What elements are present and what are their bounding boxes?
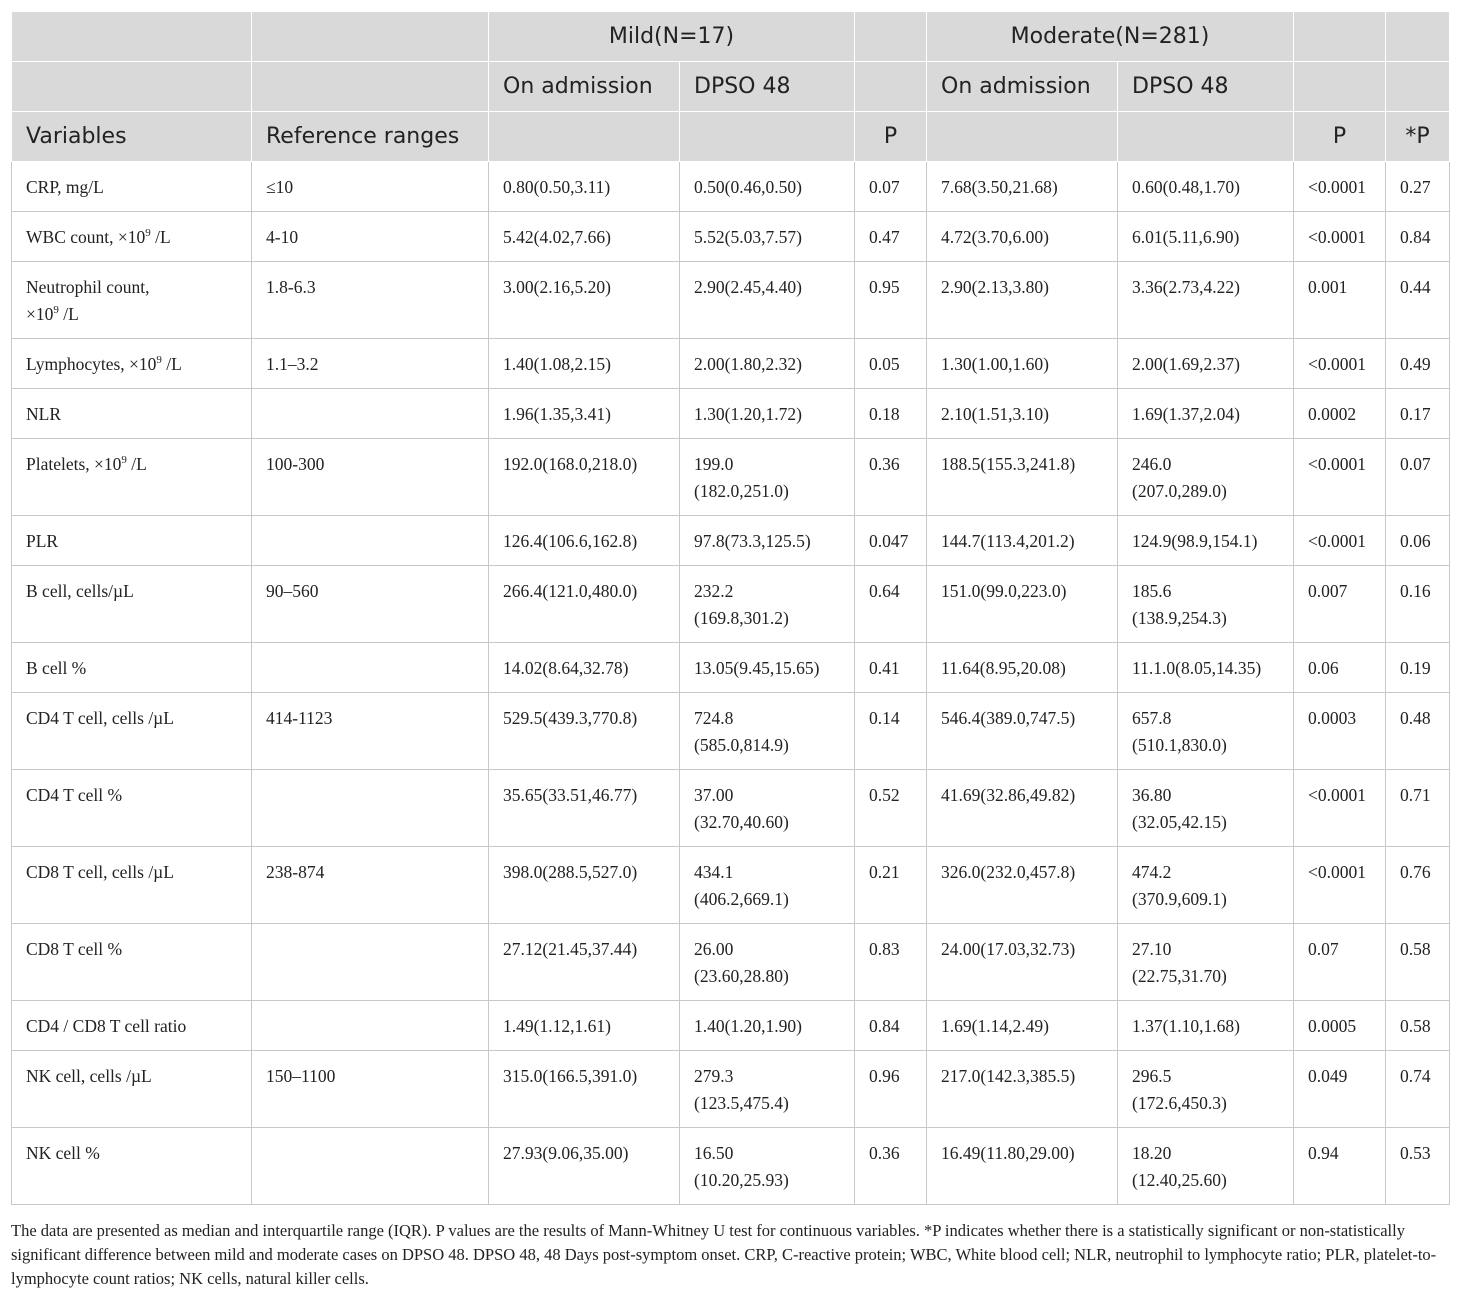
cell-mild-on-admission: 5.42(4.02,7.66): [489, 212, 680, 262]
header-mild-on-admission: On admission: [489, 62, 680, 112]
cell-moderate-on-admission: 144.7(113.4,201.2): [927, 516, 1118, 566]
cell-p-mild: 0.41: [855, 643, 927, 693]
cell-mild-dpso48: [680, 1051, 855, 1128]
cell-p-moderate: <0.0001: [1294, 339, 1386, 389]
cell-variable: [12, 566, 252, 643]
cell-variable: [12, 1051, 252, 1128]
cell-mild-on-admission: 266.4(121.0,480.0): [489, 566, 680, 643]
table-row: [12, 847, 1450, 924]
value-line: 185.6: [1132, 581, 1172, 601]
cell-variable: [12, 1128, 252, 1205]
cell-p-mild: 0.52: [855, 770, 927, 847]
value-line: 1.37(1.10,1.68): [1132, 1016, 1240, 1036]
cell-star-p: 0.17: [1386, 389, 1450, 439]
header-empty: [489, 112, 680, 162]
value-line: 26.00: [694, 939, 734, 959]
variable-label-continued: ×10: [26, 304, 54, 324]
cell-reference-range: 150–1100: [252, 1051, 489, 1128]
value-line: 11.1.0(8.05,14.35): [1132, 658, 1262, 678]
cell-reference-range: [252, 1128, 489, 1205]
header-empty: [927, 112, 1118, 162]
cell-moderate-dpso48: [1118, 693, 1294, 770]
table-header: [12, 12, 1450, 162]
value-line: 13.05(9.45,15.65): [694, 658, 820, 678]
header-empty: [12, 62, 252, 112]
table-row: [12, 212, 1450, 262]
value-line: 2.00(1.80,2.32): [694, 354, 802, 374]
cell-star-p: 0.19: [1386, 643, 1450, 693]
cell-variable: [12, 439, 252, 516]
cell-moderate-dpso48: [1118, 162, 1294, 212]
value-line: (123.5,475.4): [694, 1093, 789, 1113]
cell-variable: [12, 162, 252, 212]
cell-p-moderate: 0.0005: [1294, 1001, 1386, 1051]
cell-moderate-on-admission: 4.72(3.70,6.00): [927, 212, 1118, 262]
cell-p-moderate: <0.0001: [1294, 516, 1386, 566]
value-line: (32.05,42.15): [1132, 812, 1227, 832]
header-reference-ranges: Reference ranges: [252, 112, 489, 162]
cell-mild-dpso48: [680, 162, 855, 212]
results-table-container: [11, 11, 1449, 1308]
cell-reference-range: [252, 924, 489, 1001]
cell-star-p: 0.84: [1386, 212, 1450, 262]
variable-label: Lymphocytes, ×10: [26, 354, 157, 374]
cell-mild-on-admission: 126.4(106.6,162.8): [489, 516, 680, 566]
cell-reference-range: 1.8-6.3: [252, 262, 489, 339]
cell-moderate-on-admission: 11.64(8.95,20.08): [927, 643, 1118, 693]
cell-moderate-on-admission: 41.69(32.86,49.82): [927, 770, 1118, 847]
value-line: 724.8: [694, 708, 734, 728]
variable-label: CD4 / CD8 T cell ratio: [26, 1016, 187, 1036]
cell-mild-dpso48: [680, 693, 855, 770]
cell-variable: [12, 693, 252, 770]
variable-label: CD4 T cell, cells /µL: [26, 708, 174, 728]
cell-moderate-dpso48: [1118, 770, 1294, 847]
cell-reference-range: [252, 1001, 489, 1051]
unit-exponent: 9: [53, 304, 59, 317]
cell-p-moderate: 0.07: [1294, 924, 1386, 1001]
cell-moderate-dpso48: [1118, 1051, 1294, 1128]
cell-reference-range: [252, 389, 489, 439]
cell-moderate-dpso48: [1118, 566, 1294, 643]
variable-label: CD4 T cell %: [26, 785, 123, 805]
cell-moderate-dpso48: [1118, 212, 1294, 262]
cell-p-mild: 0.18: [855, 389, 927, 439]
value-line: (406.2,669.1): [694, 889, 789, 909]
value-line: 232.2: [694, 581, 734, 601]
cell-moderate-dpso48: [1118, 339, 1294, 389]
value-line: 2.90(2.45,4.40): [694, 277, 802, 297]
cell-variable: [12, 1001, 252, 1051]
cell-star-p: 0.07: [1386, 439, 1450, 516]
cell-mild-dpso48: [680, 1128, 855, 1205]
table-row: [12, 643, 1450, 693]
cell-moderate-dpso48: [1118, 262, 1294, 339]
value-line: 474.2: [1132, 862, 1172, 882]
cell-p-moderate: <0.0001: [1294, 439, 1386, 516]
cell-mild-on-admission: 192.0(168.0,218.0): [489, 439, 680, 516]
value-line: 6.01(5.11,6.90): [1132, 227, 1240, 247]
value-line: (22.75,31.70): [1132, 966, 1227, 986]
value-line: (510.1,830.0): [1132, 735, 1227, 755]
cell-p-mild: 0.84: [855, 1001, 927, 1051]
cell-p-mild: 0.36: [855, 1128, 927, 1205]
variable-label: NK cell %: [26, 1143, 100, 1163]
value-line: (10.20,25.93): [694, 1170, 789, 1190]
unit-exponent: 9: [121, 454, 127, 467]
header-empty: [855, 12, 927, 62]
value-line: (169.8,301.2): [694, 608, 789, 628]
value-line: (23.60,28.80): [694, 966, 789, 986]
table-row: [12, 1051, 1450, 1128]
unit-exponent: 9: [156, 354, 162, 367]
cell-reference-range: 100-300: [252, 439, 489, 516]
header-empty: [252, 12, 489, 62]
cell-moderate-dpso48: [1118, 439, 1294, 516]
cell-star-p: 0.16: [1386, 566, 1450, 643]
table-row: [12, 339, 1450, 389]
cell-reference-range: ≤10: [252, 162, 489, 212]
cell-moderate-on-admission: 1.30(1.00,1.60): [927, 339, 1118, 389]
cell-p-mild: 0.05: [855, 339, 927, 389]
value-line: 199.0: [694, 454, 734, 474]
cell-star-p: 0.53: [1386, 1128, 1450, 1205]
table-row: [12, 566, 1450, 643]
value-line: 0.50(0.46,0.50): [694, 177, 802, 197]
table-row: [12, 1128, 1450, 1205]
value-line: 246.0: [1132, 454, 1172, 474]
cell-mild-dpso48: [680, 770, 855, 847]
header-row-groups: [12, 12, 1450, 62]
value-line: 657.8: [1132, 708, 1172, 728]
cell-p-moderate: <0.0001: [1294, 212, 1386, 262]
variable-unit-line: [26, 301, 237, 328]
cell-star-p: 0.58: [1386, 1001, 1450, 1051]
value-line: (585.0,814.9): [694, 735, 789, 755]
cell-star-p: 0.49: [1386, 339, 1450, 389]
cell-reference-range: 238-874: [252, 847, 489, 924]
cell-mild-dpso48: [680, 439, 855, 516]
cell-variable: [12, 643, 252, 693]
header-moderate-on-admission: On admission: [927, 62, 1118, 112]
variable-label: Platelets, ×10: [26, 454, 122, 474]
cell-moderate-on-admission: 188.5(155.3,241.8): [927, 439, 1118, 516]
cell-mild-dpso48: [680, 389, 855, 439]
value-line: 2.00(1.69,2.37): [1132, 354, 1240, 374]
cell-variable: [12, 339, 252, 389]
table-row: [12, 516, 1450, 566]
value-line: 434.1: [694, 862, 734, 882]
value-line: 97.8(73.3,125.5): [694, 531, 811, 551]
cell-moderate-on-admission: 151.0(99.0,223.0): [927, 566, 1118, 643]
unit-suffix: /L: [58, 304, 79, 324]
table-row: [12, 1001, 1450, 1051]
cell-star-p: 0.76: [1386, 847, 1450, 924]
value-line: 0.60(0.48,1.70): [1132, 177, 1240, 197]
cell-star-p: 0.48: [1386, 693, 1450, 770]
cell-p-mild: 0.96: [855, 1051, 927, 1128]
variable-label: CRP, mg/L: [26, 177, 104, 197]
cell-variable: [12, 212, 252, 262]
value-line: 296.5: [1132, 1066, 1172, 1086]
cell-p-moderate: 0.0002: [1294, 389, 1386, 439]
cell-p-moderate: <0.0001: [1294, 847, 1386, 924]
variable-label: B cell, cells/µL: [26, 581, 134, 601]
cell-p-mild: 0.95: [855, 262, 927, 339]
table-row: [12, 439, 1450, 516]
unit-suffix: /L: [150, 227, 171, 247]
cell-moderate-dpso48: [1118, 643, 1294, 693]
header-mild-group: Mild(N=17): [489, 12, 855, 62]
cell-moderate-on-admission: 16.49(11.80,29.00): [927, 1128, 1118, 1205]
variable-label: B cell %: [26, 658, 87, 678]
cell-reference-range: [252, 516, 489, 566]
cell-mild-dpso48: [680, 924, 855, 1001]
cell-mild-dpso48: [680, 339, 855, 389]
header-mild-dpso48: DPSO 48: [680, 62, 855, 112]
value-line: 16.50: [694, 1143, 734, 1163]
cell-star-p: 0.58: [1386, 924, 1450, 1001]
value-line: 3.36(2.73,4.22): [1132, 277, 1240, 297]
variable-label: CD8 T cell, cells /µL: [26, 862, 174, 882]
cell-p-moderate: 0.0003: [1294, 693, 1386, 770]
header-moderate-dpso48: DPSO 48: [1118, 62, 1294, 112]
cell-p-moderate: 0.06: [1294, 643, 1386, 693]
header-empty: [855, 62, 927, 112]
value-line: (207.0,289.0): [1132, 481, 1227, 501]
cell-moderate-on-admission: 326.0(232.0,457.8): [927, 847, 1118, 924]
header-row-timepoints: [12, 62, 1450, 112]
header-p-moderate: P: [1294, 112, 1386, 162]
header-empty: [12, 12, 252, 62]
value-line: (32.70,40.60): [694, 812, 789, 832]
header-empty: [680, 112, 855, 162]
cell-mild-on-admission: 315.0(166.5,391.0): [489, 1051, 680, 1128]
table-row: [12, 389, 1450, 439]
cell-mild-on-admission: 27.93(9.06,35.00): [489, 1128, 680, 1205]
cell-mild-dpso48: [680, 212, 855, 262]
header-p-mild: P: [855, 112, 927, 162]
cell-reference-range: 1.1–3.2: [252, 339, 489, 389]
table-row: [12, 924, 1450, 1001]
variable-label: CD8 T cell %: [26, 939, 123, 959]
cell-mild-on-admission: 1.49(1.12,1.61): [489, 1001, 680, 1051]
cell-mild-on-admission: 0.80(0.50,3.11): [489, 162, 680, 212]
value-line: 279.3: [694, 1066, 734, 1086]
cell-variable: [12, 924, 252, 1001]
cell-mild-dpso48: [680, 262, 855, 339]
value-line: (172.6,450.3): [1132, 1093, 1227, 1113]
header-empty: [1294, 12, 1386, 62]
cell-p-mild: 0.21: [855, 847, 927, 924]
cell-moderate-on-admission: 24.00(17.03,32.73): [927, 924, 1118, 1001]
cell-star-p: 0.74: [1386, 1051, 1450, 1128]
cell-reference-range: 4-10: [252, 212, 489, 262]
value-line: 1.40(1.20,1.90): [694, 1016, 802, 1036]
header-moderate-group: Moderate(N=281): [927, 12, 1294, 62]
unit-suffix: /L: [126, 454, 147, 474]
cell-variable: [12, 847, 252, 924]
cell-moderate-on-admission: 2.10(1.51,3.10): [927, 389, 1118, 439]
cell-variable: [12, 262, 252, 339]
value-line: (182.0,251.0): [694, 481, 789, 501]
table-row: [12, 693, 1450, 770]
cell-mild-dpso48: [680, 516, 855, 566]
cell-moderate-dpso48: [1118, 924, 1294, 1001]
cell-p-mild: 0.36: [855, 439, 927, 516]
cell-moderate-on-admission: 7.68(3.50,21.68): [927, 162, 1118, 212]
value-line: (370.9,609.1): [1132, 889, 1227, 909]
value-line: 124.9(98.9,154.1): [1132, 531, 1258, 551]
value-line: (138.9,254.3): [1132, 608, 1227, 628]
value-line: 37.00: [694, 785, 734, 805]
cell-mild-on-admission: 529.5(439.3,770.8): [489, 693, 680, 770]
cell-p-mild: 0.047: [855, 516, 927, 566]
cell-mild-dpso48: [680, 1001, 855, 1051]
cell-p-mild: 0.64: [855, 566, 927, 643]
value-line: (12.40,25.60): [1132, 1170, 1227, 1190]
cell-mild-on-admission: 1.96(1.35,3.41): [489, 389, 680, 439]
header-empty: [1386, 12, 1450, 62]
cell-moderate-on-admission: 217.0(142.3,385.5): [927, 1051, 1118, 1128]
table-body: [12, 162, 1450, 1205]
cell-moderate-dpso48: [1118, 1128, 1294, 1205]
cell-mild-dpso48: [680, 643, 855, 693]
value-line: 1.69(1.37,2.04): [1132, 404, 1240, 424]
cell-moderate-dpso48: [1118, 847, 1294, 924]
value-line: 36.80: [1132, 785, 1172, 805]
cell-p-moderate: 0.007: [1294, 566, 1386, 643]
cell-star-p: 0.27: [1386, 162, 1450, 212]
cell-reference-range: [252, 643, 489, 693]
table-row: [12, 770, 1450, 847]
table-row: [12, 262, 1450, 339]
cell-reference-range: 414-1123: [252, 693, 489, 770]
cell-moderate-dpso48: [1118, 389, 1294, 439]
cell-p-moderate: 0.94: [1294, 1128, 1386, 1205]
cell-p-mild: 0.07: [855, 162, 927, 212]
cell-mild-on-admission: 1.40(1.08,2.15): [489, 339, 680, 389]
cell-moderate-on-admission: 2.90(2.13,3.80): [927, 262, 1118, 339]
cell-star-p: 0.06: [1386, 516, 1450, 566]
header-empty: [1118, 112, 1294, 162]
cell-mild-on-admission: 398.0(288.5,527.0): [489, 847, 680, 924]
variable-label: NLR: [26, 404, 61, 424]
unit-exponent: 9: [145, 227, 151, 240]
cell-star-p: 0.44: [1386, 262, 1450, 339]
value-line: 5.52(5.03,7.57): [694, 227, 802, 247]
header-variables: Variables: [12, 112, 252, 162]
cell-mild-on-admission: 3.00(2.16,5.20): [489, 262, 680, 339]
cell-mild-dpso48: [680, 847, 855, 924]
cell-mild-dpso48: [680, 566, 855, 643]
header-empty: [1294, 62, 1386, 112]
variable-label: PLR: [26, 531, 59, 551]
cell-p-mild: 0.14: [855, 693, 927, 770]
cell-moderate-dpso48: [1118, 1001, 1294, 1051]
value-line: 18.20: [1132, 1143, 1172, 1163]
variable-label: Neutrophil count,: [26, 277, 150, 297]
cell-variable: [12, 770, 252, 847]
value-line: 1.30(1.20,1.72): [694, 404, 802, 424]
cell-mild-on-admission: 35.65(33.51,46.77): [489, 770, 680, 847]
header-row-columns: [12, 112, 1450, 162]
results-table: [11, 11, 1450, 1205]
header-empty: [252, 62, 489, 112]
cell-p-mild: 0.47: [855, 212, 927, 262]
cell-moderate-on-admission: 1.69(1.14,2.49): [927, 1001, 1118, 1051]
cell-p-moderate: 0.001: [1294, 262, 1386, 339]
table-row: [12, 162, 1450, 212]
cell-mild-on-admission: 27.12(21.45,37.44): [489, 924, 680, 1001]
cell-reference-range: 90–560: [252, 566, 489, 643]
cell-p-moderate: <0.0001: [1294, 162, 1386, 212]
cell-p-mild: 0.83: [855, 924, 927, 1001]
variable-label: NK cell, cells /µL: [26, 1066, 152, 1086]
cell-reference-range: [252, 770, 489, 847]
cell-variable: [12, 389, 252, 439]
header-empty: [1386, 62, 1450, 112]
header-star-p: *P: [1386, 112, 1450, 162]
cell-moderate-dpso48: [1118, 516, 1294, 566]
cell-p-moderate: 0.049: [1294, 1051, 1386, 1128]
value-line: 27.10: [1132, 939, 1172, 959]
cell-moderate-on-admission: 546.4(389.0,747.5): [927, 693, 1118, 770]
table-footnote: The data are presented as median and interquartile range (IQR). P values are the results of Mann-Whitney U test for continuous variables. *P indicates whether there is a statistically significant or non-statistically significant difference between mild and moderate cases on DPSO 48. DPSO 48, 48 Days post-symptom onset. CRP, C-reactive protein; WBC, White blood cell; NLR, neutrophil to lymphocyte ratio; PLR, platelet-to-lymphocyte count ratios; NK cells, natural killer cells.: [11, 1221, 1437, 1288]
cell-p-moderate: <0.0001: [1294, 770, 1386, 847]
variable-label: WBC count, ×10: [26, 227, 146, 247]
unit-suffix: /L: [161, 354, 182, 374]
cell-variable: [12, 516, 252, 566]
cell-mild-on-admission: 14.02(8.64,32.78): [489, 643, 680, 693]
cell-star-p: 0.71: [1386, 770, 1450, 847]
